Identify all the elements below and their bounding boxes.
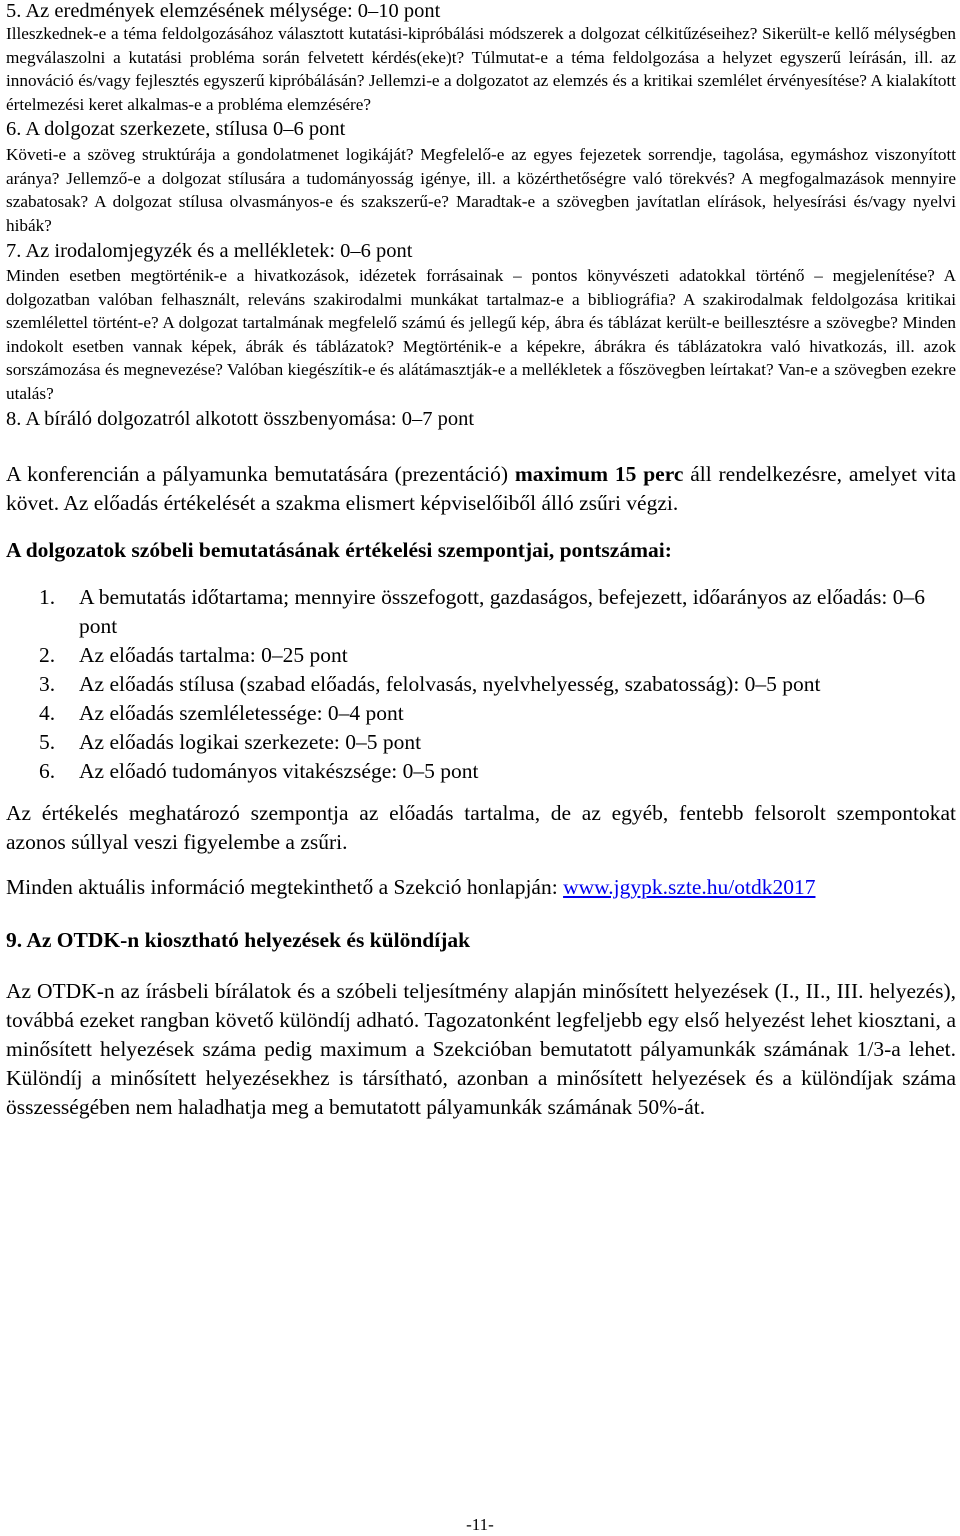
criterion-number: 1. [39, 585, 56, 609]
criterion-number: 4. [39, 701, 56, 725]
evaluation-note: Az értékelés meghatározó szempontja az előadás tartalma, de az egyéb, fentebb felsorolt szempontokat azonos súllyal veszi figyelembe a zsűri. [6, 801, 956, 854]
document-page [6, 0, 956, 1122]
info-paragraph [6, 873, 956, 902]
section-8-heading: 8. A bíráló dolgozatról alkotott összbenyomása: 0–7 pont [6, 408, 475, 430]
section-website-link[interactable]: www.jgypk.szte.hu/otdk2017 [563, 875, 816, 899]
criterion-item [6, 728, 956, 757]
criterion-item [6, 757, 956, 786]
criterion-item [6, 641, 956, 670]
criterion-item [6, 583, 956, 641]
conference-text-before: A konferencián a pályamunka bemutatására (prezentáció) [6, 462, 515, 486]
criterion-item [6, 670, 956, 699]
criterion-text: Az előadás tartalma: 0–25 pont [79, 643, 348, 667]
criterion-number: 2. [39, 643, 56, 667]
conference-paragraph [6, 460, 956, 518]
conference-text-after: áll rendelkezésre, amelyet vita követ. Az előadás értékelését a szakma elismert képviselőiből álló zsűri végzi. [6, 462, 956, 515]
criterion-text: Az előadás logikai szerkezete: 0–5 pont [79, 730, 422, 754]
criterion-number: 6. [39, 759, 56, 783]
section-6-heading: 6. A dolgozat szerkezete, stílusa 0–6 pont [6, 118, 346, 140]
section-5-body: Illeszkednek-e a téma feldolgozásához választott kutatási-kipróbálási módszerek a dolgozat célkitűzéseihez? Sikerült-e kellő mélységben megválaszolni a kutatási probléma során felvetett kérdés(eke)t? Túlmutat-e a téma feldolgozása a helyzet egyszerű leírásán, ill. az innováció és/vagy fejlesztés egyszerű kipróbálásán? Jellemzi-e a dolgozatot az elemzés és a kritikai szemlélet érvényesítése? A kialakított értelmezési keret alkalmas-e a probléma elemzésére? [6, 24, 956, 114]
page-number: -11- [466, 1515, 494, 1534]
section-9-body: Az OTDK-n az írásbeli bírálatok és a szóbeli teljesítmény alapján minősített helyezések (I., II., III. helyezés), továbbá ezeket rangban követő különdíj adható. Tagozatonként legfeljebb egy első helyezést lehet kiosztani, a minősített helyezések száma pedig maximum a Szekcióban bemutatott pályamunkák számának 1/3-a lehet. Különdíj a minősített helyezésekhez is társítható, azonban a minősített helyezések és a különdíjak száma összességében nem haladhatja meg a bemutatott pályamunkák számának 50%-át. [6, 979, 956, 1119]
oral-criteria-list [6, 583, 956, 786]
criterion-text: Az előadó tudományos vitakészsége: 0–5 pont [79, 759, 479, 783]
section-5-heading: 5. Az eredmények elemzésének mélysége: 0–10 pont [6, 0, 441, 22]
section-6-body: Követi-e a szöveg struktúrája a gondolatmenet logikáját? Megfelelő-e az egyes fejezetek sorrendje, tagolása, egymáshoz viszonyított aránya? Jellemző-e a dolgozat stílusára a tudományosság igénye, ill. a közérthetőségre való törekvés? A megfogalmazások mennyire szabatosak? A dolgozat stílusa olvasmányos-e és szakszerű-e? Maradtak-e a szövegben javítatlan elírások, helyesírási és/vagy nyelvi hibák? [6, 145, 956, 235]
criterion-text: A bemutatás időtartama; mennyire összefogott, gazdaságos, befejezett, időarányos az előadás: 0–6 pont [79, 585, 925, 638]
info-text: Minden aktuális információ megtekinthető a Szekció honlapján: [6, 875, 564, 899]
criterion-text: Az előadás szemléletessége: 0–4 pont [79, 701, 404, 725]
oral-criteria-heading: A dolgozatok szóbeli bemutatásának értékelési szempontjai, pontszámai: [6, 538, 672, 562]
section-7-heading: 7. Az irodalomjegyzék és a mellékletek: 0–6 pont [6, 240, 413, 262]
criterion-item [6, 699, 956, 728]
criterion-number: 5. [39, 730, 56, 754]
section-9-heading: 9. Az OTDK-n kiosztható helyezések és különdíjak [6, 928, 471, 952]
criterion-text: Az előadás stílusa (szabad előadás, felolvasás, nyelvhelyesség, szabatosság): 0–5 pont [79, 672, 821, 696]
criterion-number: 3. [39, 672, 56, 696]
section-7-body: Minden esetben megtörténik-e a hivatkozások, idézetek forrásainak – pontos könyvészeti adatokkal történő – megjelenítése? A dolgozatban valóban felhasznált, releváns szakirodalmi munkákat tartalmaz-e a bibliográfia? A szakirodalmak feldolgozása kritikai szemlélettel történt-e? A dolgozat tartalmának megfelelő számú és jellegű kép, ábra és táblázat került-e beillesztésre a szövegbe? Minden indokolt esetben vannak képek, ábrák és táblázatok? Megtörténik-e a képekre, ábrákra és táblázatokra való hivatkozás, ill. azok sorszámozása és megnevezése? Valóban kiegészítik-e és alátámasztják-e a mellékletek a főszövegben leírtakat? Van-e a szövegben ezekre utalás? [6, 266, 956, 403]
conference-time-limit: maximum 15 perc [514, 462, 684, 486]
